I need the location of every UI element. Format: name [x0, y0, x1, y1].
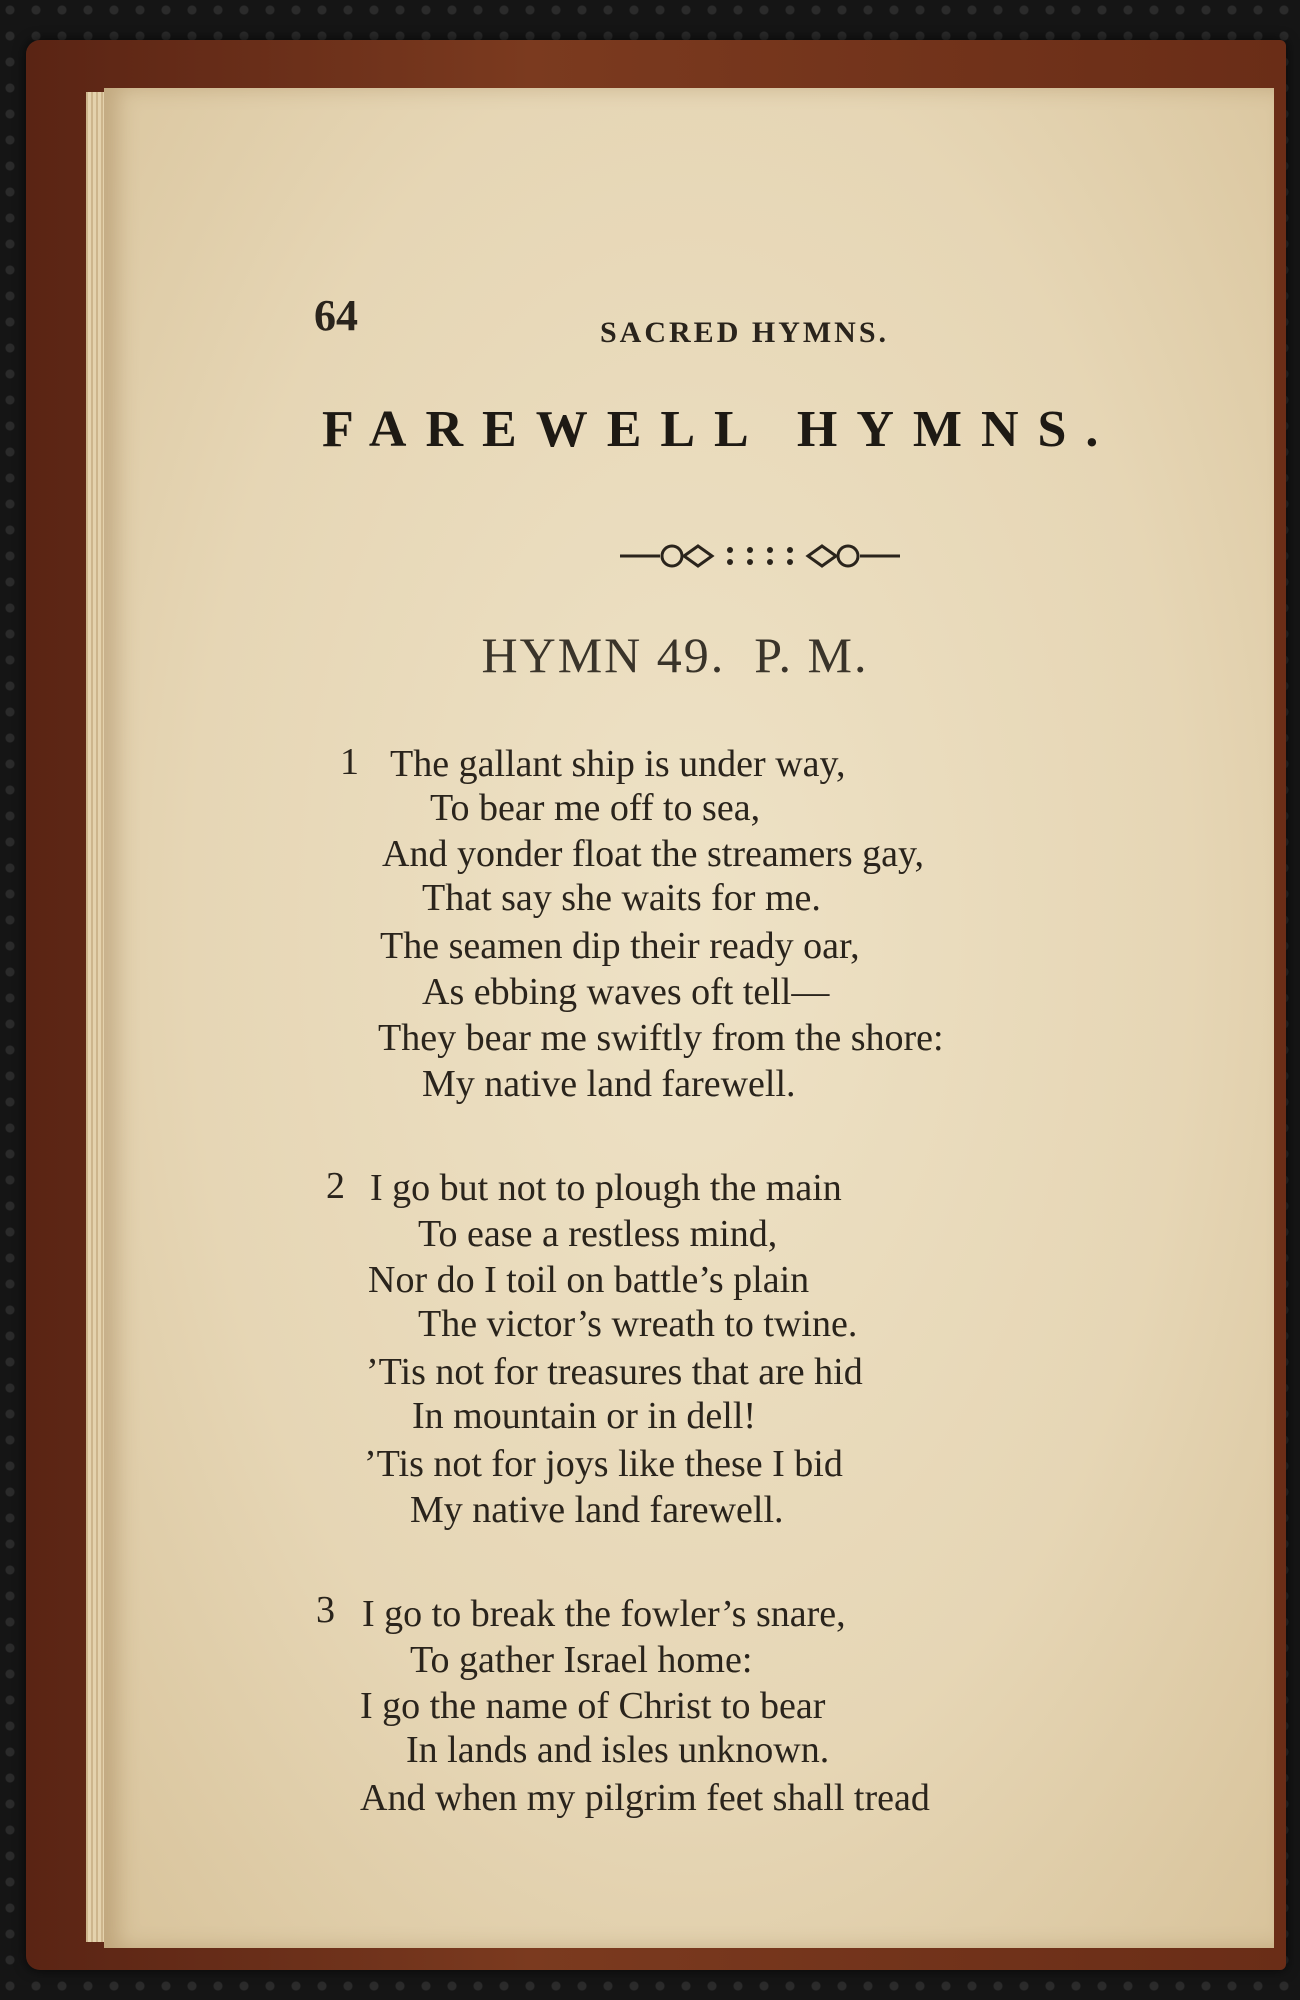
verse-line: I go but not to plough the main — [370, 1167, 842, 1209]
verse-line: To ease a restless mind, — [418, 1213, 778, 1255]
verse-line: My native land farewell. — [422, 1063, 796, 1105]
verse-line: The victor’s wreath to twine. — [418, 1303, 858, 1345]
ornament-divider — [620, 526, 628, 562]
verse-line: They bear me swiftly from the shore: — [378, 1017, 944, 1059]
stanza-number: 3 — [316, 1589, 335, 1631]
verse-line: ’Tis not for joys like these I bid — [364, 1443, 843, 1485]
verse-line: Nor do I toil on battle’s plain — [368, 1259, 810, 1301]
verse-line: As ebbing waves oft tell— — [422, 971, 830, 1013]
section-title: FAREWELL HYMNS. — [322, 401, 1118, 458]
running-head: SACRED HYMNS. — [600, 316, 890, 349]
verse-line: And yonder float the streamers gay, — [382, 833, 925, 875]
verse-line: In mountain or in dell! — [412, 1395, 757, 1437]
verse-line: That say she waits for me. — [422, 877, 821, 919]
verse-line: I go to break the fowler’s snare, — [362, 1593, 846, 1635]
verse-line: To gather Israel home: — [410, 1639, 753, 1681]
page-number: 64 — [314, 291, 358, 340]
verse-line: In lands and isles unknown. — [406, 1729, 830, 1771]
verse-line: The gallant ship is under way, — [390, 743, 846, 785]
verse-line: My native land farewell. — [410, 1489, 784, 1531]
verse-line: To bear me off to sea, — [430, 787, 761, 829]
verse-line: ’Tis not for treasures that are hid — [366, 1351, 863, 1393]
stanza-number: 2 — [326, 1165, 345, 1207]
verse-line: I go the name of Christ to bear — [360, 1685, 826, 1727]
verse-line: And when my pilgrim feet shall tread — [360, 1777, 930, 1819]
verse-line: The seamen dip their ready oar, — [380, 925, 860, 967]
hymn-title: HYMN 49. P. M. — [481, 627, 869, 683]
stanza-number: 1 — [340, 741, 359, 783]
